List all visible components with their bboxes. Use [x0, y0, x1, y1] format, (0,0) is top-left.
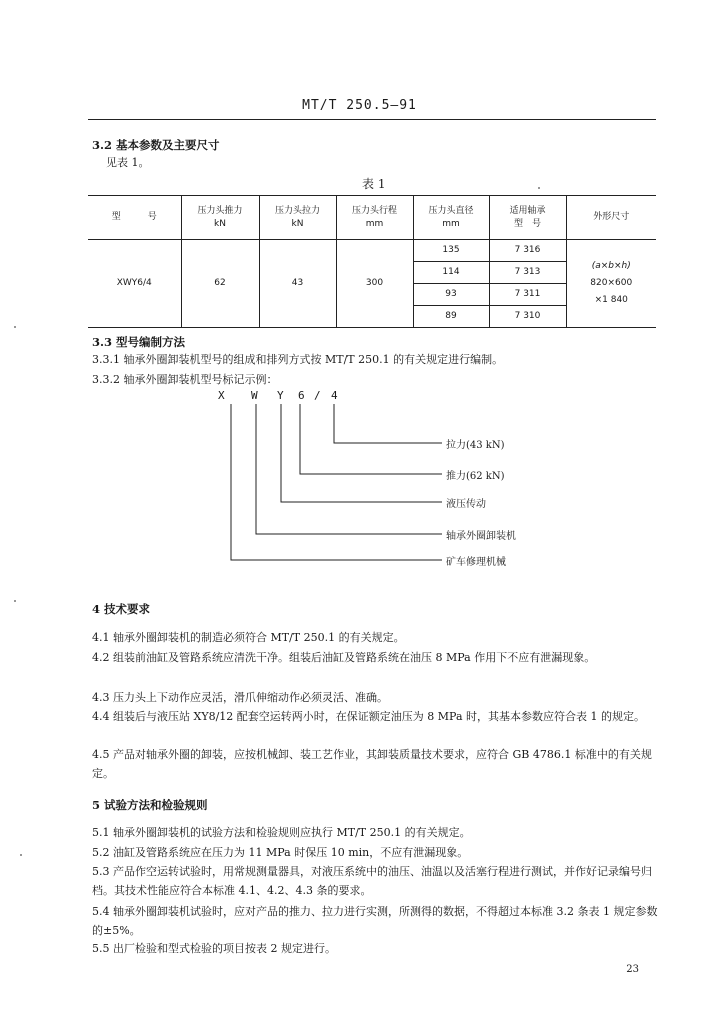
- header-pull: 压力头拉力 kN: [259, 196, 336, 240]
- cell-diameter: 89: [413, 306, 489, 328]
- clause-5-3: 5.3 产品作空运转试验时，用常规测量器具，对液压系统中的油压、油温以及活塞行程进行测试，并作好记录编号归档。其技术性能应符合本标准 4.1、4.2、4.3 条的要求。: [92, 865, 652, 897]
- cell-diameter: 135: [413, 240, 489, 262]
- leader-line-pull: [334, 404, 442, 443]
- cell-stroke: 300: [336, 240, 413, 328]
- scan-speck: [20, 854, 22, 856]
- cell-dimensions: (a×b×h) 820×600 ×1 840: [566, 240, 656, 328]
- leader-line-category: [231, 404, 442, 560]
- clause-5-2: 5.2 油缸及管路系统应在压力为 11 MPa 时保压 10 min，不应有泄漏现象。: [92, 846, 469, 859]
- clause-4-5: 4.5 产品对轴承外圈的卸装，应按机械卸、装工艺作业，其卸装质量技术要求，应符合 GB 4786.1 标准中的有关规定。: [92, 748, 652, 780]
- cell-diameter: 114: [413, 262, 489, 284]
- header-diameter: 压力头直径 mm: [413, 196, 489, 240]
- scan-speck: [14, 326, 16, 328]
- header-push: 压力头推力 kN: [181, 196, 259, 240]
- label-machine: 轴承外圈卸装机: [446, 531, 516, 542]
- page-number: 23: [626, 964, 639, 975]
- label-push: 推力(62 kN): [446, 471, 505, 482]
- table-1-caption: 表 1: [362, 177, 386, 191]
- clause-3-3-2: 3.3.2 轴承外圈卸装机型号标记示例：: [92, 373, 278, 386]
- cell-bearing: 7 311: [489, 284, 566, 306]
- model-letter-x: X: [218, 389, 225, 402]
- model-letter-y: Y: [277, 389, 284, 402]
- model-digit-4: 4: [331, 389, 338, 402]
- clause-4-3: 4.3 压力头上下动作应灵活，滑爪伸缩动作必须灵活、准确。: [92, 691, 388, 704]
- section-3-3-title: 3.3 型号编制方法: [92, 335, 186, 349]
- cell-bearing: 7 313: [489, 262, 566, 284]
- cell-diameter: 93: [413, 284, 489, 306]
- clause-4-2: 4.2 组装前油缸及管路系统应清洗干净。组装后油缸及管路系统在油压 8 MPa 作用下不应有泄漏现象。: [92, 651, 596, 664]
- header-dimensions: 外形尺寸: [566, 196, 656, 240]
- see-table-1-text: 见表 1。: [106, 156, 150, 169]
- cell-pull: 43: [259, 240, 336, 328]
- clause-5-5: 5.5 出厂检验和型式检验的项目按表 2 规定进行。: [92, 942, 336, 955]
- label-category: 矿车修理机械: [446, 557, 506, 568]
- clause-5-4: 5.4 轴承外圈卸装机试验时，应对产品的推力、拉力进行实测，所测得的数据，不得超过本标准 3.2 条表 1 规定参数的±5%。: [92, 905, 658, 937]
- scan-speck: [14, 600, 16, 602]
- clause-4-1: 4.1 轴承外圈卸装机的制造必须符合 MT/T 250.1 的有关规定。: [92, 631, 405, 644]
- cell-push: 62: [181, 240, 259, 328]
- section-4-title: 4 技术要求: [92, 602, 151, 616]
- leader-line-push: [300, 404, 442, 474]
- clause-5-1: 5.1 轴承外圈卸装机的试验方法和检验规则应执行 MT/T 250.1 的有关规定。: [92, 826, 471, 839]
- cell-model: XWY6/4: [88, 240, 181, 328]
- scan-speck: [538, 187, 540, 189]
- label-pull: 拉力(43 kN): [446, 440, 505, 451]
- clause-4-4: 4.4 组装后与液压站 XY8/12 配套空运转两小时，在保证额定油压为 8 MPa 时，其基本参数应符合表 1 的规定。: [92, 710, 645, 723]
- section-3-2-title: 3.2 基本参数及主要尺寸: [92, 138, 220, 152]
- model-digit-6: 6: [298, 389, 305, 402]
- section-5-title: 5 试验方法和检验规则: [92, 798, 208, 812]
- standard-code-header: MT/T 250.5—91: [302, 98, 417, 113]
- header-model: 型 号: [88, 196, 181, 240]
- header-bearing: 适用轴承 型 号: [489, 196, 566, 240]
- clause-3-3-1: 3.3.1 轴承外圈卸装机型号的组成和排列方式按 MT/T 250.1 的有关规定进行编制。: [92, 353, 504, 366]
- label-hydraulic: 液压传动: [446, 499, 486, 510]
- cell-bearing: 7 310: [489, 306, 566, 328]
- header-stroke: 压力头行程 mm: [336, 196, 413, 240]
- leader-line-machine: [256, 404, 442, 534]
- cell-bearing: 7 316: [489, 240, 566, 262]
- leader-line-hydraulic: [281, 404, 442, 502]
- model-slash: /: [314, 389, 321, 402]
- model-letter-w: W: [251, 389, 258, 402]
